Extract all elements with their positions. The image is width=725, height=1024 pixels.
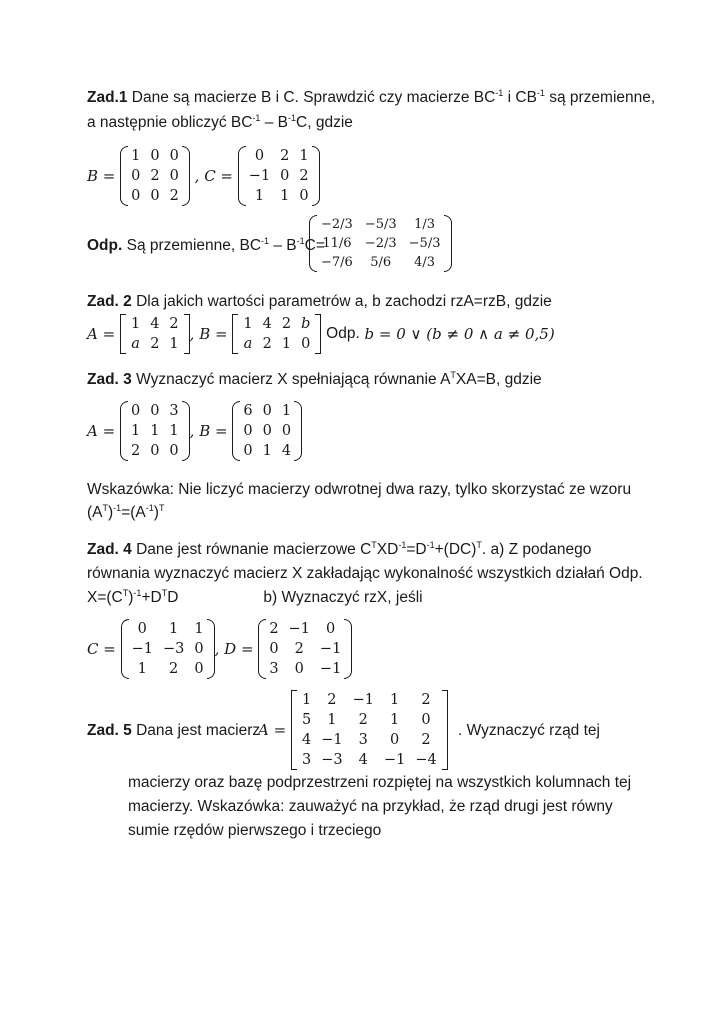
matrix-cell: 2 — [150, 336, 160, 352]
zad3-hint: Wskazówka: Nie liczyć macierzy odwrotnej dwa razy, tylko skorzystać ze wzoru — [87, 481, 632, 498]
zad4-line1: Zad. 4 Dane jest równanie macierzowe $C^TXD^{-1}=D^{-1}+(DC)^T$. a) Z podanego — [87, 540, 592, 558]
matrix-cell: 1 — [130, 316, 141, 332]
matrix-a — [120, 314, 190, 354]
matrix-cell: 0 — [262, 403, 272, 419]
matrix-row — [127, 659, 209, 679]
matrix-cell: −1 — [352, 692, 374, 708]
matrix-cell: −1 — [321, 732, 343, 748]
zad1-matrices: B = 1 0 0 0 2 0 0 0 2 , C = 0 2 1 −1 0 2 1 1 0 — [87, 146, 320, 206]
matrix-cell: −2/3 — [321, 217, 353, 232]
matrix-cell: 4/3 — [414, 255, 436, 270]
matrix-d — [258, 619, 352, 679]
matrix-cell: 6 — [243, 403, 253, 419]
matrix-cell: 0 — [281, 423, 292, 439]
matrix-cell: 1 — [150, 423, 160, 439]
matrix-row — [297, 750, 442, 770]
matrix-cell: 0 — [301, 336, 311, 352]
matrix-cell: −1 — [248, 168, 271, 184]
matrix-row — [126, 334, 184, 354]
matrix-row — [244, 146, 314, 166]
matrix-cell: 0 — [262, 423, 272, 439]
matrix-row — [297, 730, 442, 750]
matrix-cell: −2/3 — [364, 236, 397, 251]
matrix-cell: 0 — [169, 443, 179, 459]
matrix-cell: 1 — [327, 712, 337, 728]
matrix-row — [126, 441, 184, 461]
zad1-result-matrix — [309, 215, 452, 272]
matrix-cell: 2 — [269, 621, 279, 637]
matrix-cell: 0 — [243, 443, 253, 459]
matrix-cell: −1 — [131, 641, 153, 657]
matrix-cell: 1 — [281, 336, 292, 352]
matrix-cell: 1 — [137, 661, 147, 677]
matrix-row — [315, 215, 446, 234]
zad5-after: . Wyznaczyć rząd tej — [458, 722, 600, 739]
matrix-a — [291, 690, 448, 770]
matrix-cell: 2 — [169, 661, 179, 677]
zad5-line1: Zad. 5 Dana jest macierz — [87, 722, 261, 739]
matrix-cell: 3 — [169, 403, 179, 419]
matrix-cell: −4 — [415, 752, 437, 768]
matrix-row — [264, 639, 346, 659]
matrix-cell: 0 — [150, 188, 160, 204]
matrix-cell: −1 — [288, 621, 310, 637]
matrix-cell: −1 — [319, 641, 342, 657]
matrix-a — [120, 401, 190, 461]
matrix-cell: 1 — [262, 443, 272, 459]
matrix-row — [126, 421, 184, 441]
matrix-cell: 2 — [280, 148, 290, 164]
matrix-cell: 1 — [130, 423, 141, 439]
matrix-cell: 1 — [254, 188, 265, 204]
matrix-row — [126, 166, 184, 186]
matrix-row — [244, 186, 314, 206]
zad3-matrices: A = 0 0 3 1 1 1 2 0 0 , B = 6 0 1 0 0 0 0 1 4 — [87, 401, 302, 461]
matrix-row — [238, 401, 296, 421]
matrix-cell: 0 — [194, 641, 204, 657]
matrix-cell: 1 — [280, 188, 290, 204]
matrix-cell: 2 — [299, 168, 309, 184]
matrix-cell: 0 — [150, 403, 160, 419]
zad5-matrix: A = 1 2 −1 1 2 5 1 2 1 0 4 −1 3 0 2 3 −3 4 −1 −4 — [258, 690, 448, 770]
matrix-cell: b — [301, 316, 311, 332]
matrix-c — [238, 146, 320, 206]
matrix-row — [126, 401, 184, 421]
matrix-cell: 2 — [421, 732, 431, 748]
zad5-p1: macierzy oraz bazę podprzestrzeni rozpiętej na wszystkich kolumnach tej — [128, 774, 632, 791]
matrix-cell: 11/6 — [322, 236, 352, 251]
matrix-row — [297, 690, 442, 710]
matrix-cell: 0 — [294, 661, 304, 677]
matrix-cell: a — [131, 336, 140, 352]
matrix-cell: −5/3 — [408, 236, 441, 251]
matrix-cell: −5/3 — [364, 217, 397, 232]
matrix-cell: 1 — [281, 403, 292, 419]
matrix-cell: 1 — [169, 621, 179, 637]
matrix-cell: 1 — [243, 316, 253, 332]
zad4-line3: $X=(C^T)^{-1}+D^TD$ b) Wyznaczyć rzX, jeśli — [87, 588, 423, 606]
matrix-row — [264, 619, 346, 639]
matrix-cell: 2 — [130, 443, 141, 459]
matrix-cell: −1 — [383, 752, 406, 768]
matrix-cell: 0 — [269, 641, 279, 657]
matrix-cell: 0 — [390, 732, 400, 748]
matrix-cell: 0 — [169, 148, 179, 164]
zad3-line1: Zad. 3 Wyznaczyć macierz X spełniającą równanie $A^TXA=B$, gdzie — [87, 370, 542, 388]
matrix-b — [120, 146, 190, 206]
matrix-cell: 2 — [358, 712, 368, 728]
zad2-matrices: A = 1 4 2 a 2 1 , B = 1 4 2 b a 2 1 0 Odp. b = 0 ∨ (b ≠ 0 ∧ a ≠ 0,5) — [87, 316, 555, 352]
matrix-cell: 0 — [131, 188, 141, 204]
matrix-cell: 0 — [280, 168, 290, 184]
zad1-line1: Zad.1 Dane są macierze B i C. Sprawdzić czy macierze $BC^{-1}$ i $CB^{-1}$ są przemienne, — [87, 88, 656, 106]
zad1-answer: Odp. Są przemienne, $BC^{-1} - B^{-1}C=$ — [87, 236, 325, 254]
matrix-cell: 0 — [150, 443, 160, 459]
matrix-cell: 1 — [299, 148, 309, 164]
matrix-cell: 0 — [169, 168, 179, 184]
matrix-cell: 1 — [390, 692, 400, 708]
matrix-c — [121, 619, 215, 679]
matrix-cell: 4 — [262, 316, 272, 332]
matrix-cell: 1 — [169, 423, 179, 439]
matrix-cell: 4 — [281, 443, 292, 459]
matrix-cell: 1/3 — [414, 217, 436, 232]
matrix-cell: 1 — [390, 712, 400, 728]
matrix-cell: 2 — [327, 692, 337, 708]
zad4-line2: równania wyznaczyć macierz X zakładając wykonalność wszystkich działań Odp. — [87, 565, 643, 582]
matrix-cell: 4 — [358, 752, 368, 768]
zad1-line2: a następnie obliczyć $BC^{-1} - B^{-1}C$, gdzie — [87, 113, 353, 131]
matrix-b — [232, 314, 321, 354]
matrix-cell: 1 — [169, 336, 179, 352]
matrix-cell: −3 — [162, 641, 185, 657]
matrix-row — [127, 619, 209, 639]
matrix-row — [238, 334, 315, 354]
matrix-row — [126, 186, 184, 206]
matrix-cell: 4 — [150, 316, 160, 332]
matrix-cell: 5 — [301, 712, 312, 728]
matrix-row — [238, 441, 296, 461]
matrix-cell: 3 — [301, 752, 312, 768]
zad3-formula: $(A^T)^{-1}=(A^{-1})^T$ — [87, 503, 165, 521]
zad4-matrices: C = 0 1 1 −1 −3 0 1 2 0 , D = 2 −1 0 0 2 −1 3 0 −1 — [87, 619, 352, 679]
matrix-cell: 0 — [130, 403, 141, 419]
matrix-cell: −3 — [321, 752, 343, 768]
matrix-cell: −7/6 — [321, 255, 353, 270]
matrix-cell: 0 — [421, 712, 431, 728]
matrix-row — [126, 314, 184, 334]
matrix-cell: −1 — [319, 661, 342, 677]
matrix-row — [244, 166, 314, 186]
matrix-cell: 0 — [150, 148, 160, 164]
matrix-row — [238, 314, 315, 334]
zad2-line1: Zad. 2 Dla jakich wartości parametrów a, b zachodzi rzA=rzB, gdzie — [87, 293, 552, 310]
matrix-cell: 2 — [281, 316, 292, 332]
matrix-cell: 2 — [262, 336, 272, 352]
matrix-row — [315, 234, 446, 253]
matrix-cell: 2 — [421, 692, 431, 708]
zad5-p3: sumie rzędów pierwszego i trzeciego — [128, 822, 382, 839]
matrix-cell: 0 — [243, 423, 253, 439]
matrix-cell: 1 — [301, 692, 312, 708]
matrix-cell: 2 — [150, 168, 160, 184]
matrix-cell: 0 — [254, 148, 265, 164]
matrix-row — [264, 659, 346, 679]
matrix-cell: 0 — [137, 621, 147, 637]
matrix-row — [126, 146, 184, 166]
matrix-cell: 5/6 — [370, 255, 392, 270]
matrix-row — [238, 421, 296, 441]
matrix-cell: 1 — [131, 148, 141, 164]
zad5-p2: macierzy. Wskazówka: zauważyć na przykład, że rząd drugi jest równy — [128, 798, 613, 815]
matrix-cell: 0 — [131, 168, 141, 184]
matrix-cell: 0 — [194, 661, 204, 677]
matrix-cell: 0 — [325, 621, 336, 637]
matrix-cell: 2 — [294, 641, 304, 657]
matrix-row — [315, 253, 446, 272]
matrix-cell: 2 — [169, 188, 179, 204]
matrix-cell: 3 — [269, 661, 279, 677]
matrix-row — [127, 639, 209, 659]
matrix-cell: a — [243, 336, 253, 352]
matrix-b — [232, 401, 302, 461]
matrix-row — [297, 710, 442, 730]
matrix-cell: 0 — [299, 188, 309, 204]
matrix-cell: 1 — [194, 621, 204, 637]
matrix-cell: 3 — [358, 732, 368, 748]
matrix-cell: 4 — [301, 732, 312, 748]
matrix-cell: 2 — [169, 316, 179, 332]
